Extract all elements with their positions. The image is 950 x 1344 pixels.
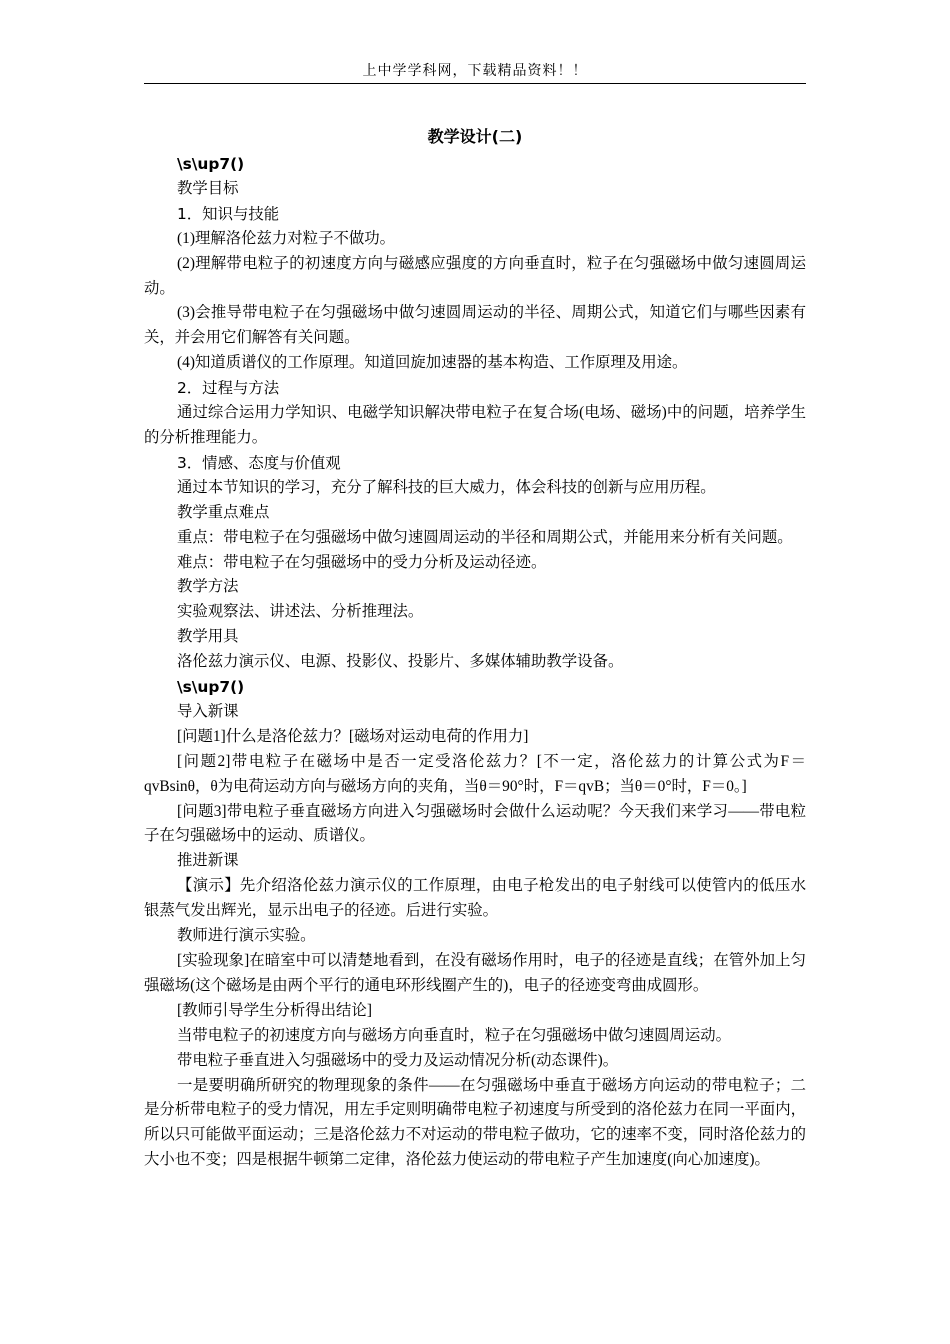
paragraph: 通过综合运用力学知识、电磁学知识解决带电粒子在复合场(电场、磁场)中的问题，培养学生的分析推理能力。 [144, 404, 806, 446]
paragraph: [问题2]带电粒子在磁场中是否一定受洛伦兹力？[不一定，洛伦兹力的计算公式为F＝qvBsinθ，θ为电荷运动方向与磁场方向的夹角，当θ＝90°时，F＝qvB；当θ＝0°时，F＝0。] [144, 752, 806, 795]
paragraph: 当带电粒子的初速度方向与磁场方向垂直时，粒子在匀强磁场中做匀速圆周运动。 [177, 1026, 732, 1044]
paragraph: (1)理解洛伦兹力对粒子不做功。 [177, 229, 396, 247]
paragraph: 重点：带电粒子在匀强磁场中做匀速圆周运动的半径和周期公式，并能用来分析有关问题。 [177, 528, 793, 546]
section-heading-objectives: 教学目标 [177, 179, 239, 197]
header-divider [144, 83, 806, 84]
subheading-process-methods: 2．过程与方法 [177, 379, 280, 398]
section-heading-intro: 导入新课 [177, 702, 239, 720]
paragraph: 洛伦兹力演示仪、电源、投影仪、投影片、多媒体辅助教学设备。 [177, 653, 624, 671]
paragraph: (2)理解带电粒子的初速度方向与磁感应强度的方向垂直时，粒子在匀强磁场中做匀速圆周运动。 [144, 254, 806, 297]
paragraph: 实验观察法、讲述法、分析推理法。 [177, 603, 424, 621]
paragraph: (4)知道质谱仪的工作原理。知道回旋加速器的基本构造、工作原理及用途。 [177, 354, 688, 372]
section-heading-key-points: 教学重点难点 [177, 503, 270, 521]
subheading-knowledge-skills: 1．知识与技能 [177, 204, 280, 223]
paragraph: 难点：带电粒子在匀强磁场中的受力分析及运动径迹。 [177, 553, 547, 571]
paragraph: 一是要明确所研究的物理现象的条件——在匀强磁场中垂直于磁场方向运动的带电粒子；二是分析带电粒子的受力情况，用左手定则明确带电粒子初速度与所受到的洛伦兹力在同一平面内，所以只可能做平面运动；三是洛伦兹力不对运动的带电粒子做功，它的速率不变，同时洛伦兹力的大小也不变；四是根据牛顿第二定律，洛伦兹力使运动的带电粒子产生加速度(向心加速度)。 [144, 1076, 806, 1169]
section-heading-methods: 教学方法 [177, 578, 239, 596]
page-header: 上中学学科网，下载精品资料！！ [362, 64, 588, 79]
paragraph: 教师进行演示实验。 [177, 927, 316, 945]
paragraph: 通过本节知识的学习，充分了解科技的巨大威力，体会科技的创新与应用历程。 [177, 478, 716, 496]
document-body [144, 122, 806, 1173]
paragraph: 【演示】先介绍洛伦兹力演示仪的工作原理，由电子枪发出的电子射线可以使管内的低压水银蒸气发出辉光，显示出电子的径迹。后进行实验。 [144, 877, 806, 920]
section-heading-new-lesson: 推进新课 [177, 852, 239, 870]
subheading-attitude-values: 3．情感、态度与价值观 [177, 453, 341, 472]
field-code-line: \s\up7() [177, 155, 245, 173]
paragraph: [实验现象]在暗室中可以清楚地看到，在没有磁场作用时，电子的径迹是直线；在管外加上匀强磁场(这个磁场是由两个平行的通电环形线圈产生的)，电子的径迹变弯曲成圆形。 [144, 952, 806, 994]
section-heading-tools: 教学用具 [177, 628, 239, 646]
paragraph: (3)会推导带电粒子在匀强磁场中做匀速圆周运动的半径、周期公式，知道它们与哪些因素有关，并会用它们解答有关问题。 [144, 304, 806, 347]
paragraph: [问题3]带电粒子垂直磁场方向进入匀强磁场时会做什么运动呢？今天我们来学习——带电粒子在匀强磁场中的运动、质谱仪。 [144, 802, 806, 845]
field-code-line: \s\up7() [177, 678, 245, 697]
paragraph: [教师引导学生分析得出结论] [177, 1001, 372, 1019]
paragraph: 带电粒子垂直进入匀强磁场中的受力及运动情况分析(动态课件)。 [177, 1051, 619, 1069]
paragraph: [问题1]什么是洛伦兹力？[磁场对运动电荷的作用力] [177, 727, 529, 745]
document-title: 教学设计(二) [427, 127, 523, 146]
